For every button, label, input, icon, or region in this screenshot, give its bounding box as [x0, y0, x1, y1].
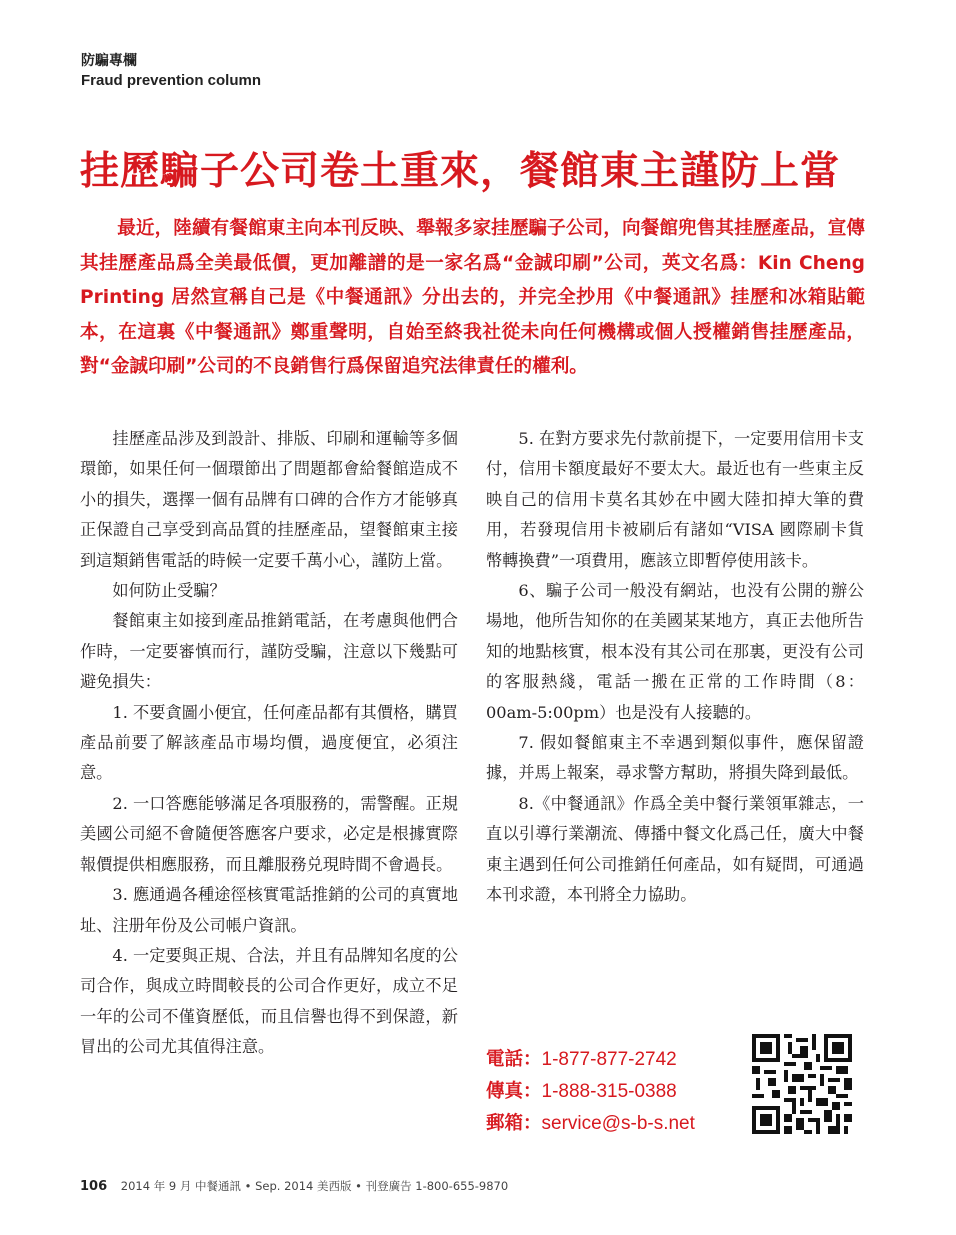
section-label-zh: 防騙專欄 [81, 53, 137, 69]
list-item: 3. 應通過各種途徑核實電話推銷的公司的真實地址、注册年份及公司帳户資訊。 [80, 885, 458, 935]
footer-info: 2014 年 9 月 中餐通訊 • Sep. 2014 美西版 • 刊登廣告 1-800-655-9870 [120, 1179, 509, 1193]
phone-number[interactable]: 1-877-877-2742 [541, 1049, 677, 1070]
lead-paragraph [80, 212, 865, 385]
contact-phone [486, 1044, 695, 1076]
body-paragraph: 餐館東主如接到產品推銷電話，在考慮與他們合作時，一定要審慎而行，謹防受騙，注意以下幾點可避免損失： [80, 611, 458, 692]
qr-code-icon[interactable] [752, 1034, 852, 1134]
email-label: 郵箱： [486, 1113, 542, 1134]
left-column [80, 424, 458, 1063]
section-label-en: Fraud prevention column [81, 72, 262, 89]
email-address[interactable]: service@s-b-s.net [541, 1113, 695, 1134]
lead-text: 最近，陸續有餐館東主向本刊反映、舉報多家挂歷騙子公司，向餐館兜售其挂歷產品，宣傳其挂歷產品爲全美最低價，更加離譜的是一家名爲“金誠印刷”公司，英文名爲：Kin Cheng Printing 居然宣稱自己是《中餐通訊》分出去的，并完全抄用《中餐通訊》挂歷和冰箱貼範本，在這裏《中餐通訊》鄭重聲明，自始至終我社從未向任何機構或個人授權銷售挂歷產品，對“金誠印刷”公司的不良銷售行爲保留追究法律責任的權利。 [80, 218, 865, 377]
list-item: 8.《中餐通訊》作爲全美中餐行業領軍雜志，一直以引導行業潮流、傳播中餐文化爲己任，廣大中餐東主遇到任何公司推銷任何產品，如有疑問，可通過本刊求證，本刊將全力協助。 [486, 793, 864, 905]
page-footer [80, 1178, 508, 1194]
list-item: 1. 不要貪圖小便宜，任何產品都有其價格，購買產品前要了解該產品市場均價，過度便宜，必須注意。 [80, 702, 458, 783]
list-item: 6、騙子公司一般没有網站，也没有公開的辦公場地，他所告知你的在美國某某地方，真正去他所告知的地點核實，根本没有其公司在那裏，更没有公司的客服熱綫，電話一搬在正常的工作時間（8：00am-5:00pm）也是没有人接聽的。 [486, 581, 864, 722]
contact-block [486, 1044, 695, 1140]
article-headline: 挂歷騙子公司卷土重來，餐館東主謹防上當 [80, 148, 841, 195]
phone-label: 電話： [486, 1049, 542, 1070]
list-item: 2. 一口答應能够滿足各項服務的，需警醒。正規美國公司絕不會隨便答應客户要求，必定是根據實際報價提供相應服務，而且離服務兑現時間不會過長。 [80, 793, 458, 874]
contact-fax [486, 1076, 695, 1108]
fax-label: 傳真： [486, 1081, 542, 1102]
right-column [486, 424, 864, 911]
page-number: 106 [80, 1179, 108, 1194]
list-item: 7. 假如餐館東主不幸遇到類似事件，應保留證據，并馬上報案，尋求警方幫助，將損失降到最低。 [486, 733, 864, 783]
fax-number: 1-888-315-0388 [541, 1081, 677, 1102]
contact-email [486, 1108, 695, 1140]
list-item: 5. 在對方要求先付款前提下，一定要用信用卡支付，信用卡額度最好不要太大。最近也有一些東主反映自己的信用卡莫名其妙在中國大陸扣掉大筆的費用，若發現信用卡被刷后有諸如“VISA 國際刷卡貨幣轉換費”一項費用，應該立即暫停使用該卡。 [486, 429, 864, 570]
subheading: 如何防止受騙？ [112, 581, 226, 601]
list-item: 4. 一定要與正規、合法，并且有品牌知名度的公司合作，與成立時間較長的公司合作更好，成立不足一年的公司不僅資歷低，而且信譽也得不到保證，新冒出的公司尤其值得注意。 [80, 945, 458, 1057]
body-paragraph: 挂歷產品涉及到設計、排版、印刷和運輸等多個環節，如果任何一個環節出了問題都會給餐館造成不小的損失，選擇一個有品牌有口碑的合作方才能够真正保證自己享受到高品質的挂歷產品，望餐館東主接到這類銷售電話的時候一定要千萬小心，謹防上當。 [80, 429, 458, 570]
